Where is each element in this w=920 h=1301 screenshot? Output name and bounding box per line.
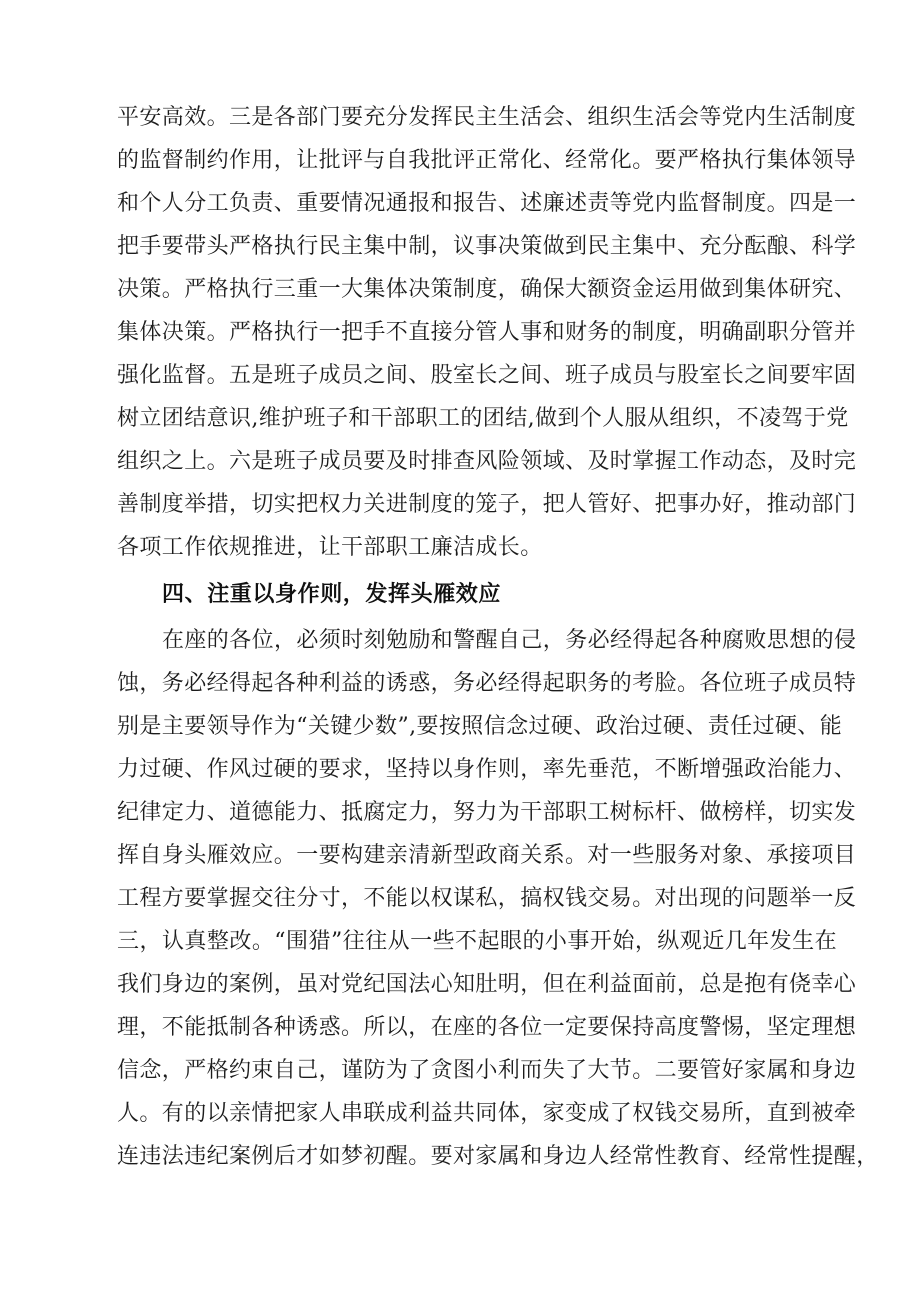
text-line: 把手要带头严格执行民主集中制，议事决策做到民主集中、充分酝酿、科学 <box>117 234 857 259</box>
text-line: 平安高效。三是各部门要充分发挥民主生活会、组织生活会等党内生活制度 <box>117 105 857 130</box>
text-line: 信念，严格约束自己，谨防为了贪图小利而失了大节。二要管好家属和身边 <box>117 1058 857 1083</box>
text-line: 善制度举措，切实把权力关进制度的笼子，把人管好、把事办好，推动部门 <box>117 492 857 517</box>
text-line: 力过硬、作风过硬的要求，坚持以身作则，率先垂范，不断增强政治能力、 <box>117 757 857 782</box>
section-heading: 四、注重以身作则，发挥头雁效应 <box>162 582 502 607</box>
text-line: 在座的各位，必须时刻勉励和警醒自己，务必经得起各种腐败思想的侵 <box>162 628 857 653</box>
text-line: 决策。严格执行三重一大集体决策制度，确保大额资金运用做到集体研究、 <box>117 277 857 302</box>
text-line: 理，不能抵制各种诱惑。所以，在座的各位一定要保持高度警惕，坚定理想 <box>117 1015 857 1040</box>
text-line: 树立团结意识,维护班子和干部职工的团结,做到个人服从组织，不凌驾于党 <box>117 406 849 431</box>
text-line: 三，认真整改。“围猎”往往从一些不起眼的小事开始，纵观近几年发生在 <box>117 929 837 954</box>
text-line: 人。有的以亲情把家人串联成利益共同体，家变成了权钱交易所，直到被牵 <box>117 1101 857 1126</box>
text-line: 和个人分工负责、重要情况通报和报告、述廉述责等党内监督制度。四是一 <box>117 191 857 216</box>
text-line: 蚀，务必经得起各种利益的诱惑，务必经得起职务的考脸。各位班子成员特 <box>117 671 857 696</box>
text-line: 纪律定力、道德能力、抵腐定力，努力为干部职工树标杆、做榜样，切实发 <box>117 800 857 825</box>
text-line: 连违法违纪案例后才如梦初醒。要对家属和身边人经常性教育、经常性提醒， <box>117 1144 879 1169</box>
text-line: 挥自身头雁效应。一要构建亲清新型政商关系。对一些服务对象、承接项目 <box>117 843 857 868</box>
text-line: 强化监督。五是班子成员之间、股室长之间、班子成员与股室长之间要牢固 <box>117 363 857 388</box>
text-line: 各项工作依规推进，让干部职工廉洁成长。 <box>117 535 543 560</box>
text-line: 组织之上。六是班子成员要及时排查风险领域、及时掌握工作动态，及时完 <box>117 449 857 474</box>
text-line: 我们身边的案例，虽对党纪国法心知肚明，但在利益面前，总是抱有侥幸心 <box>117 972 857 997</box>
text-line: 别是主要领导作为“关键少数”,要按照信念过硬、政治过硬、责任过硬、能 <box>117 714 843 739</box>
text-line: 工程方要掌握交往分寸，不能以权谋私，搞权钱交易。对出现的问题举一反 <box>117 886 857 911</box>
text-line: 的监督制约作用，让批评与自我批评正常化、经常化。要严格执行集体领导 <box>117 148 857 173</box>
text-line: 集体决策。严格执行一把手不直接分管人事和财务的制度，明确副职分管并 <box>117 320 857 345</box>
